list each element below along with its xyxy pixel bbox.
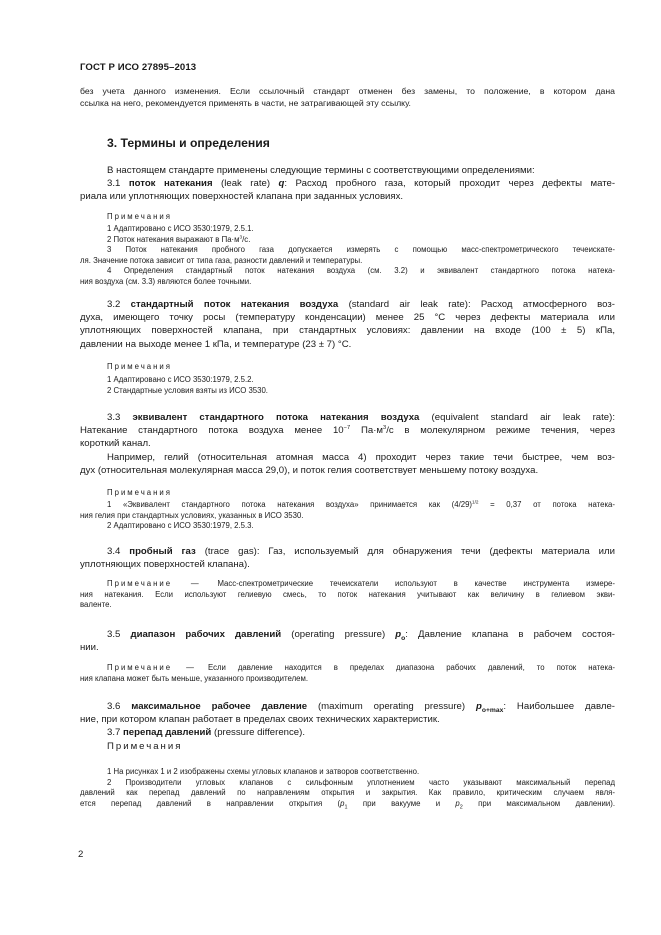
note-3-3-item-1-line-2: ния гелия при стандартных условиях, указанных в ИСО 3530. (80, 510, 304, 520)
term-3-2-line-1: 3.2 стандартный поток натекания воздуха (standard air leak rate): Расход атмосферного воз- (107, 299, 615, 310)
term-3-6-line-2: ние, при котором клапан работает в пределах своих технических характеристик. (80, 714, 440, 726)
term-3-3-line-1: 3.3 эквивалент стандартного потока натекания воздуха (equivalent standard air leak rate): (107, 412, 615, 423)
note-3-7-item-1: 1 На рисунках 1 и 2 изображены схемы угловых клапанов и затворов соответственно. (107, 767, 420, 776)
term-3-4-line-2: уплотняющих поверхностей клапана). (80, 559, 250, 571)
notes-3-7-head (80, 740, 615, 753)
term-3-3 (80, 411, 615, 477)
note-3-2-item-1: 1 Адаптировано с ИСО 3530:1979, 2.5.2. (107, 375, 254, 384)
term-3-2-name: стандартный поток натекания воздуха (130, 299, 339, 310)
term-3-5 (80, 628, 615, 654)
term-3-4-line-1: 3.4 пробный газ (trace gas): Газ, используемый для обнаружения течи (дефекты материала или (107, 546, 615, 557)
term-3-2-line-2: духа, имеющего точку росы (температуру конденсации) менее 25 °С через дефекты материала или (80, 312, 615, 324)
note-3-1-item-1: 1 Адаптировано с ИСО 3530:1979, 2.5.1. (107, 224, 254, 233)
note-3-7-item-2-line-1: 2 Производители угловых клапанов с сильфонным уплотнением часто указывают максимальный перепад (107, 777, 615, 787)
term-3-7-line: 3.7 перепад давлений (pressure difference). (107, 727, 306, 739)
section-title: 3. Термины и определения (107, 136, 270, 150)
page-number: 2 (78, 849, 84, 860)
term-3-5-line-1: 3.5 диапазон рабочих давлений (operating pressure) $p_o$: Давление клапана в рабочем состоя- (107, 629, 615, 642)
term-3-3-name: эквивалент стандартного потока натекания воздуха (132, 412, 420, 423)
note-3-1-item-3-line-2: ля. Значение потока зависит от типа газа, разности давлений и температуры. (80, 255, 363, 265)
note-3-5-line-2: ния клапана может быть меньше, указанного производителем. (80, 673, 308, 683)
notes-3-1-head (107, 212, 615, 223)
notes-3-3-title: Примечания (107, 488, 173, 497)
term-3-1-line-1 (80, 177, 615, 190)
note-3-4-line-3: валенте. (80, 600, 112, 610)
intro-paragraph (80, 86, 615, 109)
term-3-4-name: пробный газ (129, 546, 196, 557)
notes-3-2-head (107, 362, 615, 373)
note-3-3-item-1-line-1: 1 «Эквивалент стандартного потока натекания воздуха» принимается как $(4/29)^{1/2} = 0,37$ от потока натека- (107, 499, 615, 509)
note-3-5-title: Примечание — (107, 663, 196, 672)
notes-3-1-title: Примечания (107, 212, 173, 221)
note-3-1-item-2: 2 Поток натекания выражают в $Па\cdot м^3/с$. (107, 234, 251, 244)
note-3-1-item-4-line-2: ния воздуха (см. 3.3) являются более точными. (80, 276, 252, 286)
notes-3-1 (80, 224, 615, 288)
notes-3-2 (80, 375, 615, 396)
notes-3-7-title: Примечания (107, 740, 183, 752)
note-3-7-item-2-line-2: давлений как перепад давлений по направлениям открытия и закрытия. Как правило, критическим случаем явля- (80, 788, 615, 798)
term-3-6-line-1: 3.6 максимальное рабочее давление (maximum operating pressure) $p_{o+max}$: Наибольшее давле- (107, 701, 615, 714)
note-3-4-title: Примечание — (107, 579, 201, 588)
term-3-1-definition-part: : Расход пробного газа, который проходит через дефекты мате- (284, 178, 616, 189)
term-3-2-line-3: уплотняющих поверхностей клапана, при стандартных условиях: давлении на входе (100 ± 5) кПа, (80, 325, 615, 337)
term-3-5-symbol: p (395, 629, 402, 640)
term-3-5-name: диапазон рабочих давлений (130, 629, 282, 640)
term-3-3-example-line-2: дух (относительная молекулярная масса 29,0), и поток гелия соответствует меньшему потоку воздуха. (80, 464, 539, 476)
note-3-4-line-2: ния натекания. Если используют гелиевую смесь, то поток натекания учитывают как величину в гелиевом экви- (80, 589, 615, 599)
term-3-2-line-4: давлении на выходе менее 1 кПа, и температуре (23 ± 7) °С. (80, 338, 352, 350)
term-3-3-line-3: короткий канал. (80, 438, 151, 450)
notes-3-7 (80, 767, 615, 809)
notes-3-3 (80, 500, 615, 532)
term-3-1 (80, 177, 615, 203)
term-3-1-line-2: риала или уплотняющих поверхностей клапана при заданных условиях. (80, 191, 404, 203)
intro-line-2: ссылка на него, рекомендуется применять в части, не затрагивающей эту ссылку. (80, 97, 411, 108)
note-3-1-item-3-line-1: 3 Поток натекания пробного газа допускается измерять с помощью масс-спектрометрического течеискате- (107, 245, 615, 255)
term-3-2 (80, 298, 615, 351)
term-3-1-name: поток натекания (128, 178, 213, 189)
term-3-1-number: 3.1 (107, 178, 121, 189)
note-3-3-item-2: 2 Адаптировано с ИСО 3530:1979, 2.5.3. (107, 521, 254, 531)
note-3-4 (80, 579, 615, 611)
term-3-3-line-2: Натекание стандартного потока воздуха менее $10^{-7}$ $Па\cdot м^3/с$ в молекулярном режиме течения, через (80, 425, 616, 437)
note-3-5 (80, 663, 615, 684)
term-3-1-english: (leak rate) (221, 178, 271, 189)
document-header: ГОСТ Р ИСО 27895–2013 (80, 62, 197, 73)
term-3-5-line-2: нии. (80, 642, 99, 654)
notes-3-3-head (107, 488, 615, 499)
note-3-7-item-2-line-3: ется перепад давлений в направлении открытия ($p_1$ при вакууме и $p_2$ при максимальном давлении). (80, 798, 615, 811)
term-3-4 (80, 545, 615, 571)
note-3-5-line-1: Примечание — Если давление находится в пределах диапазона рабочих давлений, то поток натека- (107, 663, 616, 672)
term-3-1-symbol: q (278, 178, 285, 189)
term-3-6 (80, 700, 615, 753)
note-3-1-item-4-line-1: 4 Определения стандартный поток натекания воздуха (см. 3.2) и эквивалент стандартного потока натека- (107, 266, 615, 276)
note-3-2-item-2: 2 Стандартные условия взяты из ИСО 3530. (107, 385, 268, 395)
term-3-7-name: перепад давлений (123, 727, 212, 739)
lead-paragraph: В настоящем стандарте применены следующие термины с соответствующими определениями: (107, 165, 535, 176)
term-3-6-name: максимальное рабочее давление (131, 701, 308, 712)
term-3-6-symbol: p (476, 701, 482, 712)
note-3-4-line-1: Примечание — Масс-спектрометрические течеискатели используют в качестве инструмента измере- (107, 579, 615, 588)
notes-3-2-title: Примечания (107, 362, 173, 371)
intro-line-1: без учета данного изменения. Если ссылочный стандарт отменен без замены, то положение, в котором дана (80, 86, 615, 96)
term-3-3-example-line-1: Например, гелий (относительная атомная масса 4) проходит через такие течи быстрее, чем воз- (107, 451, 615, 463)
